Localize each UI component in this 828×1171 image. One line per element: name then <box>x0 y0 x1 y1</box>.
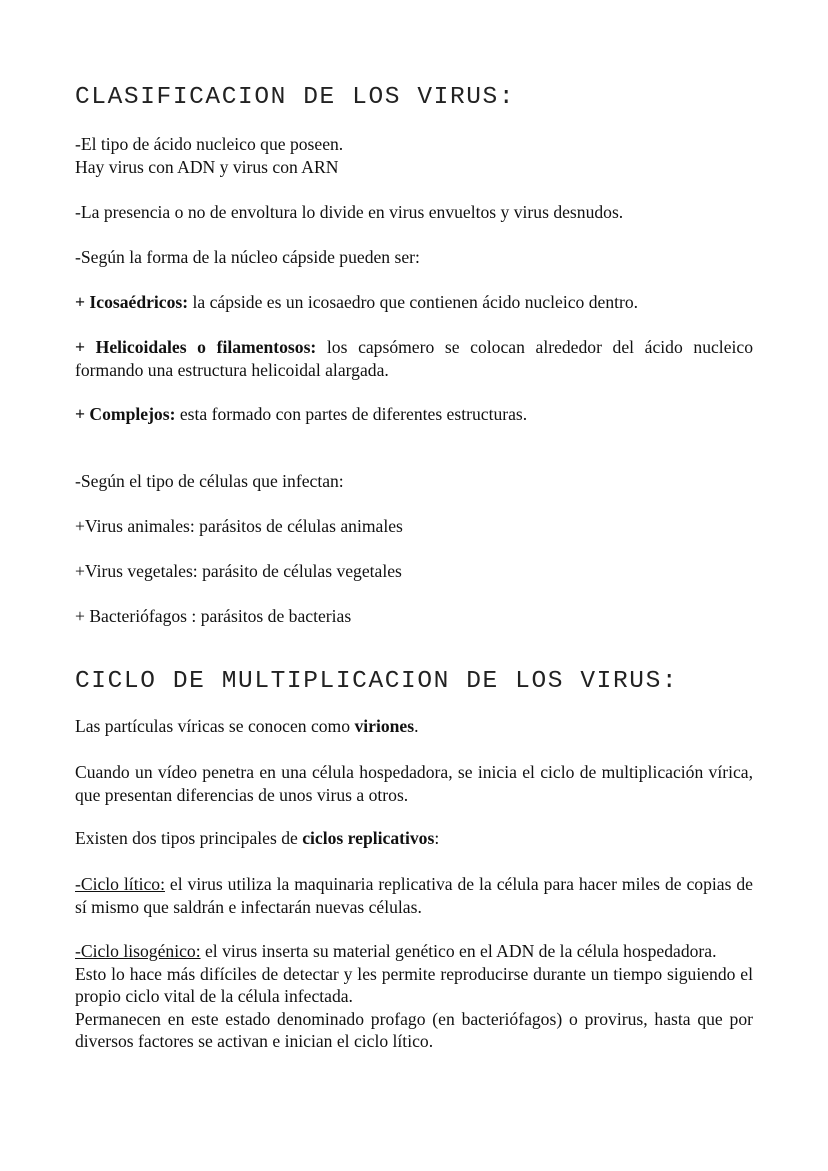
list-item-animal-virus: +Virus animales: parásitos de células animales <box>75 516 403 536</box>
virions-text: Las partículas víricas se conocen como <box>75 716 355 736</box>
paragraph-cells-intro: -Según el tipo de células que infectan: <box>75 471 344 491</box>
cycle-types-text: Existen dos tipos principales de <box>75 828 303 848</box>
list-item-plant-virus: +Virus vegetales: parásito de células vegetales <box>75 561 402 581</box>
lysogenic-cycle-text: el virus inserta su material genético en el ADN de la célula hospedadora. <box>200 941 717 961</box>
paragraph-lytic-cycle <box>75 873 753 918</box>
paragraph-cell-entry: Cuando un vídeo penetra en una célula hospedadora, se inicia el ciclo de multiplicación vírica, que presentan diferencias de unos virus a otros. <box>75 762 753 805</box>
cycle-types-term: ciclos replicativos <box>302 828 435 848</box>
paragraph-virions <box>75 715 753 738</box>
heading-multiplication-cycle: CICLO DE MULTIPLICACION DE LOS VIRUS: <box>75 668 679 695</box>
dna-rna-line: Hay virus con ADN y virus con ARN <box>75 156 339 177</box>
lytic-cycle-text: el virus utiliza la maquinaria replicativa de la célula para hacer miles de copias de sí mismo que saldrán e infectarán nuevas células. <box>75 874 753 917</box>
helical-label: + Helicoidales o filamentosos: <box>75 337 317 357</box>
lysogenic-cycle-label: -Ciclo lisogénico: <box>75 941 201 961</box>
lysogenic-prophage: Permanecen en este estado denominado profago (en bacteriófagos) o provirus, hasta que por diversos factores se activan e inician el ciclo lítico. <box>75 1008 753 1051</box>
icosahedral-label: + Icosaédricos: <box>75 292 189 312</box>
paragraph-envelope: -La presencia o no de envoltura lo divide en virus envueltos y virus desnudos. <box>75 202 624 222</box>
list-item-helical <box>75 336 753 381</box>
cycle-types-colon: : <box>434 828 440 848</box>
paragraph-cycle-types <box>75 827 753 850</box>
complex-text: esta formado con partes de diferentes estructuras. <box>175 404 528 424</box>
lytic-cycle-label: -Ciclo lítico: <box>75 874 165 894</box>
paragraph-shape-intro: -Según la forma de la núcleo cápside pueden ser: <box>75 247 420 267</box>
lysogenic-intro <box>75 940 753 963</box>
paragraph-lysogenic-cycle <box>75 940 753 1053</box>
icosahedral-text: la cápside es un icosaedro que contienen ácido nucleico dentro. <box>188 292 639 312</box>
list-item-bacteriophage: + Bacteriófagos : parásitos de bacterias <box>75 606 352 626</box>
complex-label: + Complejos: <box>75 404 176 424</box>
heading-classification: CLASIFICACION DE LOS VIRUS: <box>75 84 516 111</box>
nucleic-acid-line: -El tipo de ácido nucleico que poseen. <box>75 134 344 154</box>
list-item-icosahedral <box>75 291 753 314</box>
lysogenic-detection: Esto lo hace más difíciles de detectar y les permite reproducirse durante un tiempo siguiendo el propio ciclo vital de la célula infectada. <box>75 963 753 1006</box>
virions-term: viriones <box>354 716 415 736</box>
list-item-complex <box>75 403 753 426</box>
virions-period: . <box>414 716 419 736</box>
helical-text: los capsómero se colocan alrededor del ácido nucleico formando una estructura helicoidal alargada. <box>75 337 753 380</box>
paragraph-nucleic-acid <box>75 133 753 178</box>
